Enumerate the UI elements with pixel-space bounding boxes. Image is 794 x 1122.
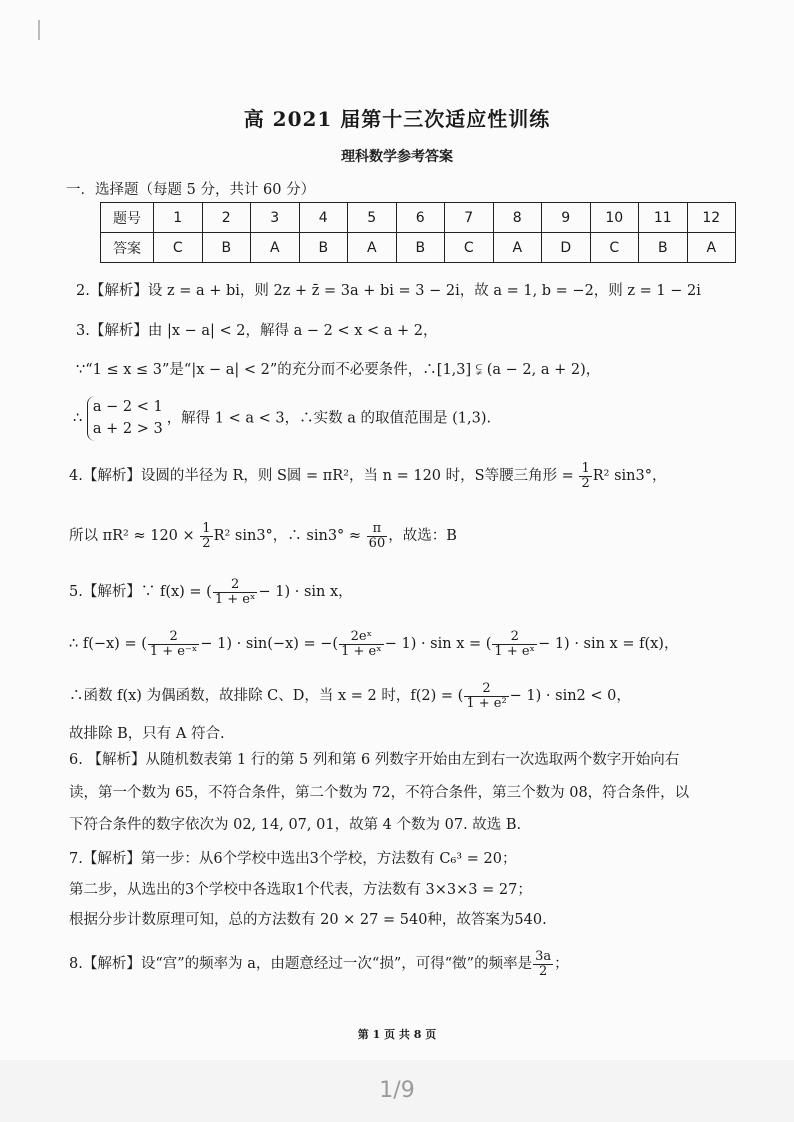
scan-artifact <box>38 20 40 40</box>
answer-cell: B <box>299 233 348 263</box>
denominator: 60 <box>368 535 386 551</box>
numerator: 2 <box>464 682 508 697</box>
fraction <box>367 522 388 550</box>
q8-text1: 设“宫”的频率为 a，由题意经过一次“损”，可得“徵”的频率是 <box>140 956 533 973</box>
question-number-cell: 11 <box>639 203 688 233</box>
answer-cell: A <box>687 233 736 263</box>
answer-cell: A <box>348 233 397 263</box>
numerator: 2eˣ <box>339 630 384 645</box>
question-number-cell: 12 <box>687 203 736 233</box>
q3-line2: ∵“1 ≤ x ≤ 3”是“|x − a| < 2”的充分而不必要条件，∴[1,3] ⫋ (a − 2, a + 2)， <box>76 362 601 378</box>
question-number-cell: 1 <box>154 203 203 233</box>
answer-cell: B <box>202 233 251 263</box>
q7-label: 7.【解析】 <box>69 851 141 867</box>
question-number-cell: 8 <box>493 203 542 233</box>
q5-label: 5.【解析】 <box>69 584 141 601</box>
q3-line3 <box>73 396 491 441</box>
answer-cell: C <box>445 233 494 263</box>
fraction <box>213 578 258 606</box>
table-row-answers <box>101 233 736 263</box>
page-indicator: 1/9 <box>379 1078 415 1103</box>
q5-line4: 故排除 B，只有 A 符合. <box>69 726 225 742</box>
denominator: 1 + e⁻ˣ <box>149 643 198 659</box>
fraction <box>148 630 200 658</box>
q3-text3: ，解得 1 < a < 3，∴实数 a 的取值范围是 (1,3). <box>166 410 492 427</box>
numerator: 2 <box>492 630 537 645</box>
section-heading: 一．选择题（每题 5 分，共计 60 分） <box>66 182 316 198</box>
q3-text1: 由 |x − a| < 2，解得 a − 2 < x < a + 2， <box>147 323 438 339</box>
q5-text1b: − 1) · sin x， <box>258 584 353 601</box>
answer-cell: B <box>396 233 445 263</box>
table-row-numbers <box>101 203 736 233</box>
denominator: 1 + eˣ <box>494 643 536 659</box>
question-number-cell: 4 <box>299 203 348 233</box>
answer-cell: C <box>154 233 203 263</box>
q5-text3b: − 1) · sin2 < 0， <box>509 688 631 705</box>
inequality-system <box>87 396 163 441</box>
denominator: 2 <box>581 475 590 491</box>
q6-line2: 读，第一个数为 65，不符合条件，第二个数为 72，不符合条件，第三个数为 08，符合条件，以 <box>69 785 690 801</box>
answer-cell: A <box>251 233 300 263</box>
q8-line1 <box>69 950 569 978</box>
q6-label: 6. 【解析】 <box>69 752 146 768</box>
fraction <box>492 630 537 658</box>
system-eq2: a + 2 > 3 <box>92 421 163 438</box>
answer-cell: A <box>493 233 542 263</box>
denominator: 1 + eˣ <box>214 591 256 607</box>
question-number-cell: 6 <box>396 203 445 233</box>
q7-text1: 第一步：从6个学校中选出3个学校，方法数有 C₆³ = 20； <box>140 851 517 867</box>
denominator: 1 + eˣ <box>341 643 382 659</box>
q7-line1 <box>69 847 516 868</box>
q6-text1: 从随机数表第 1 行的第 5 列和第 6 列数字开始由左到右一次选取两个数字开始向右 <box>145 752 680 768</box>
numerator: π <box>367 522 388 537</box>
question-number-cell: 9 <box>542 203 591 233</box>
q5-text2c: − 1) · sin x = ( <box>384 636 492 653</box>
q6-line3: 下符合条件的数字依次为 02, 14, 07, 01，故第 4 个数为 07. 故选 B. <box>69 817 522 833</box>
q8-label: 8.【解析】 <box>69 956 141 973</box>
denominator: 2 <box>538 963 548 979</box>
q4-text2c: ，故选：B <box>388 528 457 545</box>
numerator: 3a <box>535 949 552 964</box>
q4-text1a: 设圆的半径为 R，则 S圆 = πR²，当 n = 120 时，S等腰三角形 = <box>140 468 574 485</box>
q3-label: 3.【解析】 <box>76 323 148 339</box>
q7-line3: 根据分步计数原理可知，总的方法数有 20 × 27 = 540种，故答案为540. <box>69 912 547 928</box>
answer-cell: D <box>542 233 591 263</box>
q5-text1a: ∵ f(x) = ( <box>140 584 212 601</box>
q4-text2b: R² sin3°，∴ sin3° ≈ <box>213 528 362 545</box>
q2-label: 2.【解析】 <box>76 283 148 299</box>
table-header-cell: 答案 <box>101 233 154 263</box>
fraction <box>200 522 212 550</box>
fraction <box>339 630 384 658</box>
q2-solution <box>76 279 701 300</box>
q7-line2: 第二步，从选出的3个学校中各选取1个代表，方法数有 3×3×3 = 27； <box>69 882 532 898</box>
fraction <box>533 950 553 978</box>
question-number-cell: 7 <box>445 203 494 233</box>
q6-line1 <box>69 748 679 769</box>
page-subtitle: 理科数学参考答案 <box>341 149 453 165</box>
q4-line1 <box>69 462 666 490</box>
q5-text2b: − 1) · sin(−x) = −( <box>200 636 339 653</box>
question-number-cell: 10 <box>590 203 639 233</box>
q5-line3 <box>69 682 631 710</box>
answer-table <box>100 202 736 263</box>
answer-cell: C <box>590 233 639 263</box>
q5-line1 <box>69 578 353 606</box>
q3-line1 <box>76 319 438 340</box>
fraction <box>464 682 508 710</box>
q5-text3a: ∴函数 f(x) 为偶函数，故排除 C、D，当 x = 2 时，f(2) = ( <box>69 688 464 705</box>
system-eq1: a − 2 < 1 <box>92 399 163 415</box>
question-number-cell: 2 <box>202 203 251 233</box>
fraction <box>579 462 591 490</box>
numerator: 1 <box>202 521 211 536</box>
page-title: 高 2021 届第十三次适应性训练 <box>243 107 551 131</box>
answer-cell: B <box>639 233 688 263</box>
question-number-cell: 5 <box>348 203 397 233</box>
q4-line2 <box>69 522 457 550</box>
numerator: 2 <box>148 630 200 645</box>
denominator: 2 <box>202 535 211 551</box>
table-header-cell: 题号 <box>101 203 154 233</box>
question-number-cell: 3 <box>251 203 300 233</box>
numerator: 1 <box>581 461 590 476</box>
page-footer: 第 1 页 共 8 页 <box>357 1028 437 1041</box>
q8-tail: ； <box>554 956 569 973</box>
q5-text2d: − 1) · sin x = f(x)， <box>538 636 679 653</box>
therefore-symbol: ∴ <box>73 410 83 427</box>
q5-line2 <box>69 630 678 658</box>
q4-text2a: 所以 πR² ≈ 120 × <box>69 528 195 545</box>
q2-text: 设 z = a + bi，则 2z + z̄ = 3a + bi = 3 − 2i，故 a = 1, b = −2，则 z = 1 − 2i <box>147 283 701 299</box>
q4-text1b: R² sin3°， <box>592 468 667 485</box>
q4-label: 4.【解析】 <box>69 468 141 485</box>
q5-text2a: ∴ f(−x) = ( <box>69 636 147 653</box>
numerator: 2 <box>213 578 258 593</box>
denominator: 1 + e² <box>466 695 507 711</box>
